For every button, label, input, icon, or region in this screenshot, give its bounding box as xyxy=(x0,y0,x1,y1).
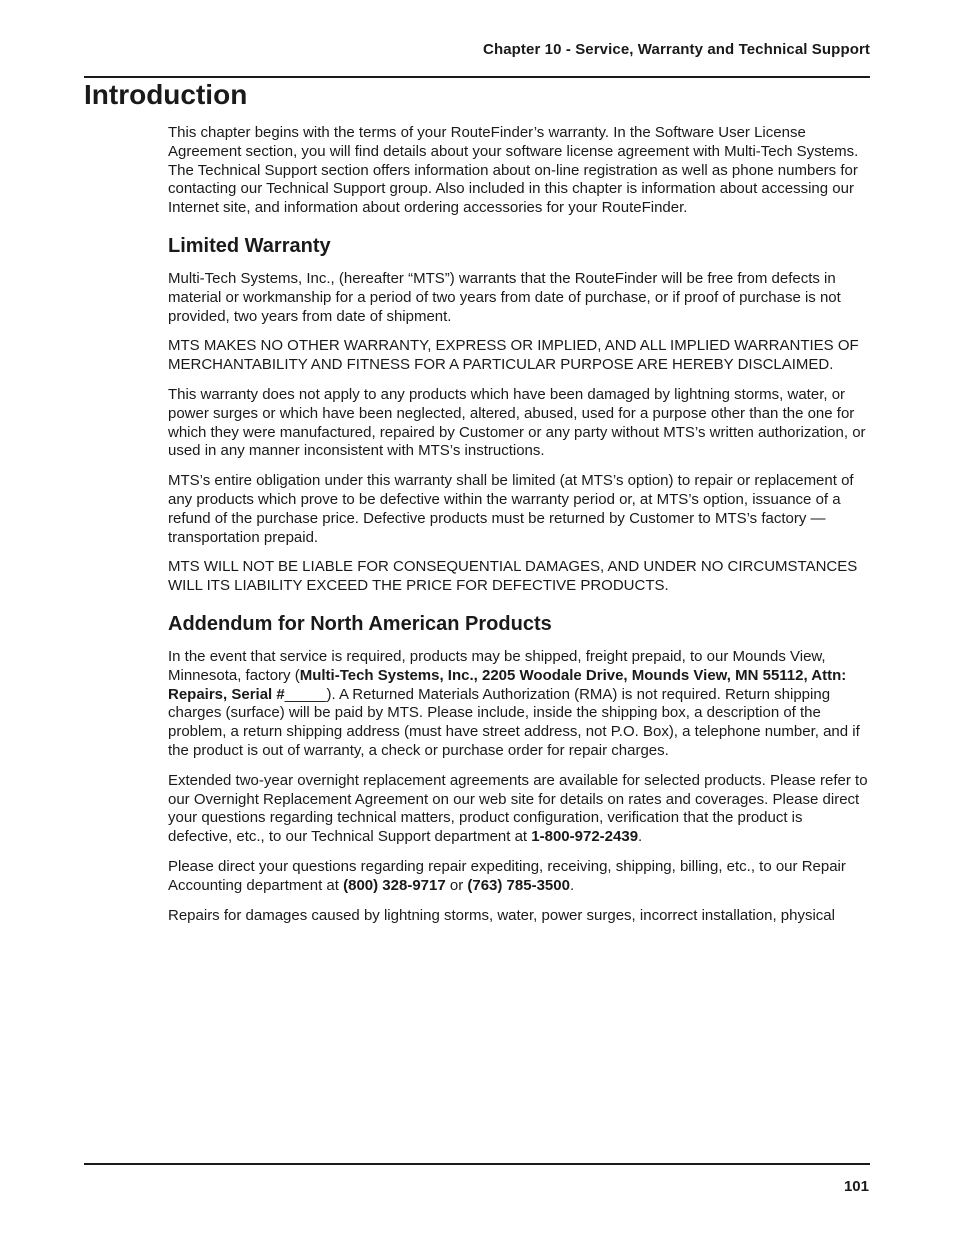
addendum-paragraph-2 xyxy=(168,772,870,847)
warranty-paragraph-5: MTS WILL NOT BE LIABLE FOR CONSEQUENTIAL DAMAGES, AND UNDER NO CIRCUMSTANCES WILL ITS LIABILITY EXCEED THE PRICE FOR DEFECTIVE PRODUCTS. xyxy=(168,558,858,595)
section-heading-addendum: Addendum for North American Products xyxy=(168,612,552,635)
section-heading-limited-warranty: Limited Warranty xyxy=(168,234,331,257)
addendum-p3-or: or xyxy=(445,876,468,894)
addendum-p1-start: In the event that service is required, products may be shipped, freight prepaid, to our Mounds View, Minnesota, factory ( xyxy=(168,647,826,684)
addendum-paragraph-4: Repairs for damages caused by lightning storms, water, power surges, incorrect installation, physical xyxy=(168,906,835,924)
footer-rule xyxy=(84,1163,870,1165)
addendum-p2-end: . xyxy=(638,828,643,846)
repair-address: Multi-Tech Systems, Inc., 2205 Woodale Drive, Mounds View, MN 55112, Attn: Repairs, Serial # xyxy=(168,666,847,703)
tech-support-phone: 1-800-972-2439 xyxy=(531,828,639,846)
repair-accounting-phone-2: (763) 785-3500 xyxy=(467,876,570,894)
page-title: Introduction xyxy=(84,79,248,110)
serial-blank: _____ xyxy=(284,685,327,703)
warranty-paragraph-4: MTS’s entire obligation under this warranty shall be limited (at MTS’s option) to repair or replacement of any products which prove to be defective within the warranty period or, at MTS’s option, issuance of a refund of the purchase price. Defective products must be returned by Customer to MTS’s factory — transportation prepaid. xyxy=(168,472,854,546)
running-header: Chapter 10 - Service, Warranty and Technical Support xyxy=(483,41,870,58)
addendum-paragraph-3 xyxy=(168,858,870,896)
addendum-p1-end: ). A Returned Materials Authorization (RMA) is not required. Return shipping charges (surface) will be paid by MTS. Please include, inside the shipping box, a description of the problem, a return shipping address (must have street address, not P.O. Box), a telephone number, and if the product is out of warranty, a check or purchase order for repair charges. xyxy=(168,685,860,759)
repair-accounting-phone-1: (800) 328-9717 xyxy=(343,876,446,894)
addendum-paragraph-1 xyxy=(168,648,870,761)
page-number: 101 xyxy=(843,1178,869,1195)
addendum-p2-start: Extended two-year overnight replacement agreements are available for selected products. Please refer to our Overnight Replacement Agreement on our web site for details on rates and coverages. Please direct your questions regarding technical matters, product configuration, verification that the product is defective, etc., to our Technical Support department at xyxy=(168,771,868,846)
addendum-p3-start: Please direct your questions regarding repair expediting, receiving, shipping, billing, etc., to our Repair Accounting department at xyxy=(168,857,846,894)
addendum-p3-end: . xyxy=(569,876,575,894)
warranty-paragraph-2: MTS MAKES NO OTHER WARRANTY, EXPRESS OR IMPLIED, AND ALL IMPLIED WARRANTIES OF MERCHANTABILITY AND FITNESS FOR A PARTICULAR PURPOSE ARE HEREBY DISCLAIMED. xyxy=(168,337,859,374)
warranty-paragraph-3: This warranty does not apply to any products which have been damaged by lightning storms, water, or power surges or which have been neglected, altered, abused, used for a purpose other than the one for which they were manufactured, repaired by Customer or any party without MTS’s written authorization, or used in any manner inconsistent with MTS’s instructions. xyxy=(168,385,866,460)
body-content xyxy=(168,124,870,936)
intro-paragraph: This chapter begins with the terms of your RouteFinder’s warranty. In the Software User License Agreement section, you will find details about your software license agreement with Multi-Tech Systems. The Technical Support section offers information about on-line registration as well as phone numbers for contacting our Technical Support group. Also included in this chapter is information about accessing our Internet site, and information about ordering accessories for your RouteFinder. xyxy=(168,124,859,217)
warranty-paragraph-1: Multi-Tech Systems, Inc., (hereafter “MTS”) warrants that the RouteFinder will be free from defects in material or workmanship for a period of two years from date of purchase, or if proof of purchase is not provided, two years from date of shipment. xyxy=(168,269,841,325)
